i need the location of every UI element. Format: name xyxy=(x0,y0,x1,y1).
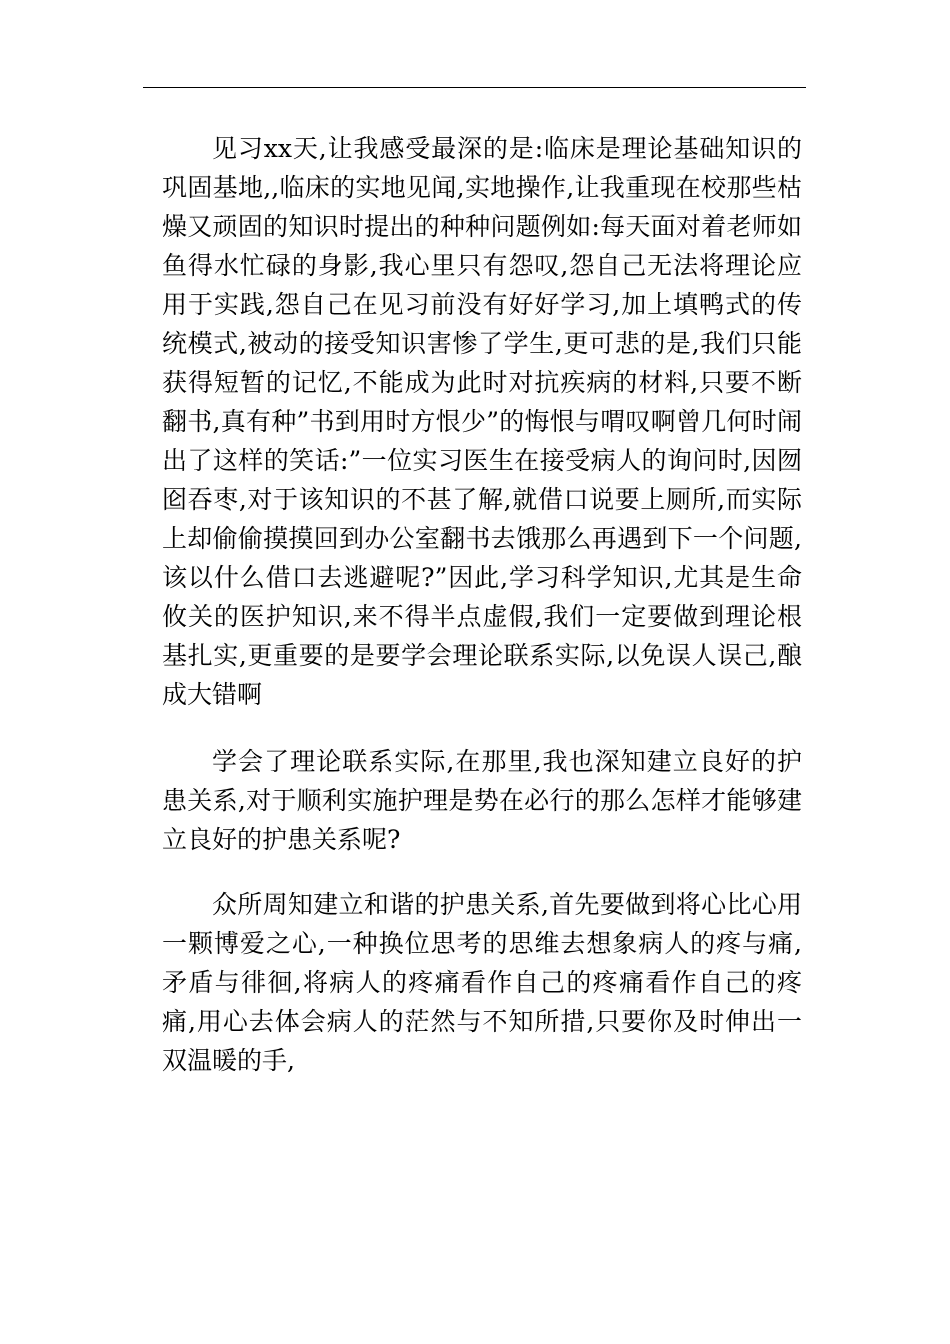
header-rule xyxy=(143,87,806,88)
paragraph-3: 众所周知建立和谐的护患关系,首先要做到将心比心用一颗博爱之心,一种换位思考的思维去想象病人的疼与痛,矛盾与徘徊,将病人的疼痛看作自己的疼痛看作自己的疼痛,用心去体会病人的茫然与不知所措,只要你及时伸出一双温暖的手, xyxy=(162,890,802,1075)
document-body xyxy=(162,129,802,1080)
paragraph-2: 学会了理论联系实际,在那里,我也深知建立良好的护患关系,对于顺利实施护理是势在必行的那么怎样才能够建立良好的护患关系呢? xyxy=(162,747,802,854)
paragraph-1: 见习xx天,让我感受最深的是:临床是理论基础知识的巩固基地,,临床的实地见闻,实地操作,让我重现在校那些枯燥又顽固的知识时提出的种种问题例如:每天面对着老师如鱼得水忙碌的身影,我心里只有怨叹,怨自己无法将理论应用于实践,怨自己在见习前没有好好学习,加上填鸭式的传统模式,被动的接受知识害惨了学生,更可悲的是,我们只能获得短暂的记忆,不能成为此时对抗疾病的材料,只要不断翻书,真有种”书到用时方恨少”的悔恨与喟叹啊曾几何时闹出了这样的笑话:”一位实习医生在接受病人的询问时,因囫囵吞枣,对于该知识的不甚了解,就借口说要上厕所,而实际上却偷偷摸摸回到办公室翻书去饿那么再遇到下一个问题,该以什么借口去逃避呢?”因此,学习科学知识,尤其是生命攸关的医护知识,来不得半点虚假,我们一定要做到理论根基扎实,更重要的是要学会理论联系实际,以免误人误己,酿成大错啊 xyxy=(162,134,802,709)
